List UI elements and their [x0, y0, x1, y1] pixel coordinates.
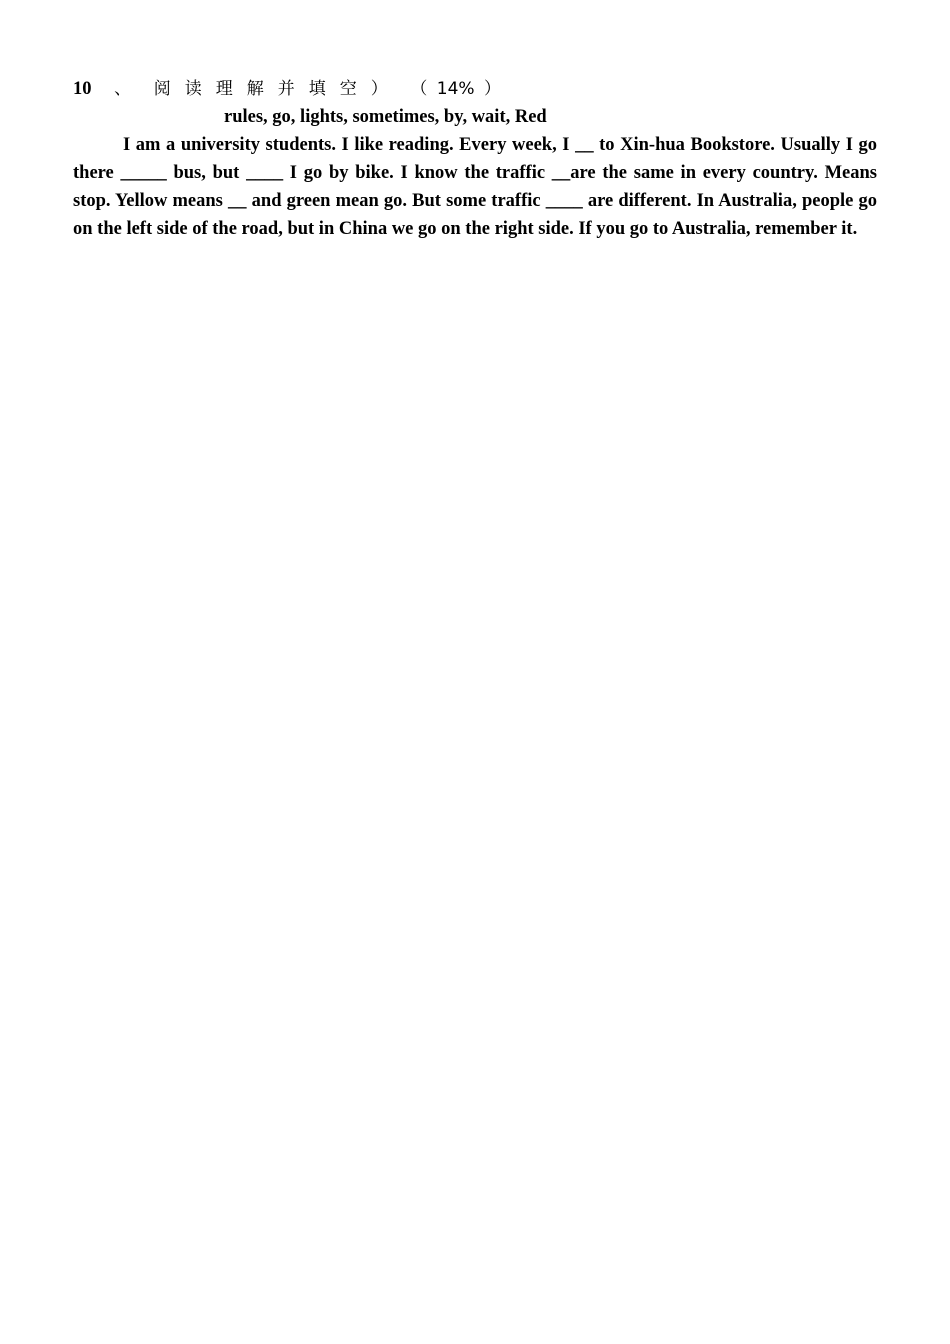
- question-number: 10: [73, 79, 92, 99]
- exercise-section: [73, 75, 877, 243]
- question-separator: 、: [114, 79, 146, 99]
- word-bank: rules, go, lights, sometimes, by, wait, Red: [224, 107, 547, 127]
- reading-passage: I am a university students. I like reading. Every week, I __ to Xin-hua Bookstore. Usually I go there _____ bus, but ____ I go by bike. I know the traffic __are the same in every country. Means stop. Yellow means __ and green mean go. But some traffic ____ are different. In Australia, people go on the left side of the road, but in China we go on the right side. If you go to Australia, remember it.: [73, 135, 877, 239]
- question-heading: [73, 75, 877, 103]
- question-title: 阅读理解并填空）: [153, 79, 402, 99]
- question-score: （ 14% ）: [410, 79, 501, 99]
